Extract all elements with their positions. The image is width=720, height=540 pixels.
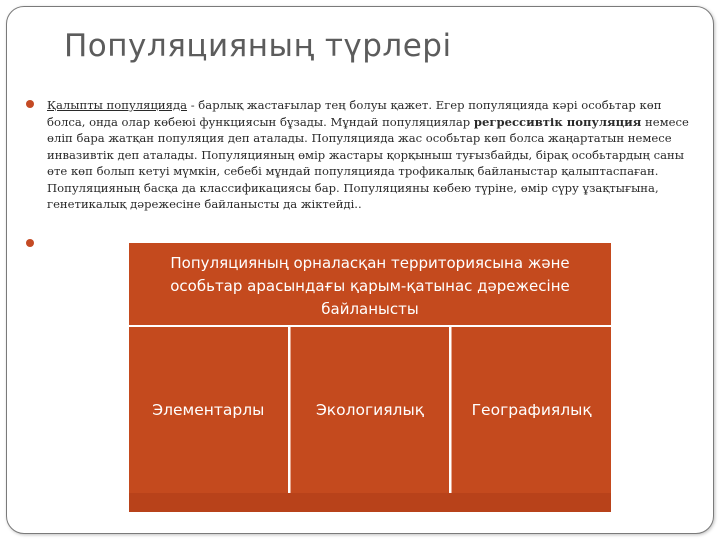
diagram-header [129,243,611,325]
diagram-header-line-3: байланысты [321,300,419,318]
diagram-footer-bar [129,493,611,512]
paragraph-text-2: немесе өліп бара жатқан популяция деп аталады. Популяцияда жас особьтар көп болса жаңартатын немесе инвазивтік деп аталады. Популяцияның өмір жастары қорқыныш туғызбайды, бірақ особьтардың саны өте көп болып кетуі мүмкін, себебі мұндай популяцияда трофикалық байланыстар қалыптаспаған. Популяцияның басқа да классификациясы бар. Популяцияны көбею түріне, өмір сүру ұзақтығына, генетикалық дәрежесіне байланысты да жіктейді.. [47,114,689,211]
box-ecological: Экологиялық [290,327,450,493]
body-paragraph [47,97,695,213]
paragraph-lead: Қалыпты популяцияда [47,98,188,112]
box-geographical: Географиялық [451,327,611,493]
slide-title: Популяцияның түрлері [64,28,452,64]
bullet-dot-1 [26,100,34,108]
diagram-header-line-2: особьтар арасындағы қарым-қатынас дәрежесіне [170,277,570,295]
diagram-boxes [129,327,611,493]
diagram-header-line-1: Популяцияның орналасқан территориясына және [170,254,570,272]
box-elementary: Элементарлы [129,327,288,493]
paragraph-text-1: - барлық жастағылар тең болуы қажет. Егер популяцияда кәрі особьтар көп болса, онда олар көбеюі функциясын бұзады. Мұндай популяциялар [47,98,662,129]
bullet-dot-2 [26,239,34,247]
classification-diagram [129,243,611,512]
paragraph-bold-term: регрессивтік популяция [473,114,642,129]
